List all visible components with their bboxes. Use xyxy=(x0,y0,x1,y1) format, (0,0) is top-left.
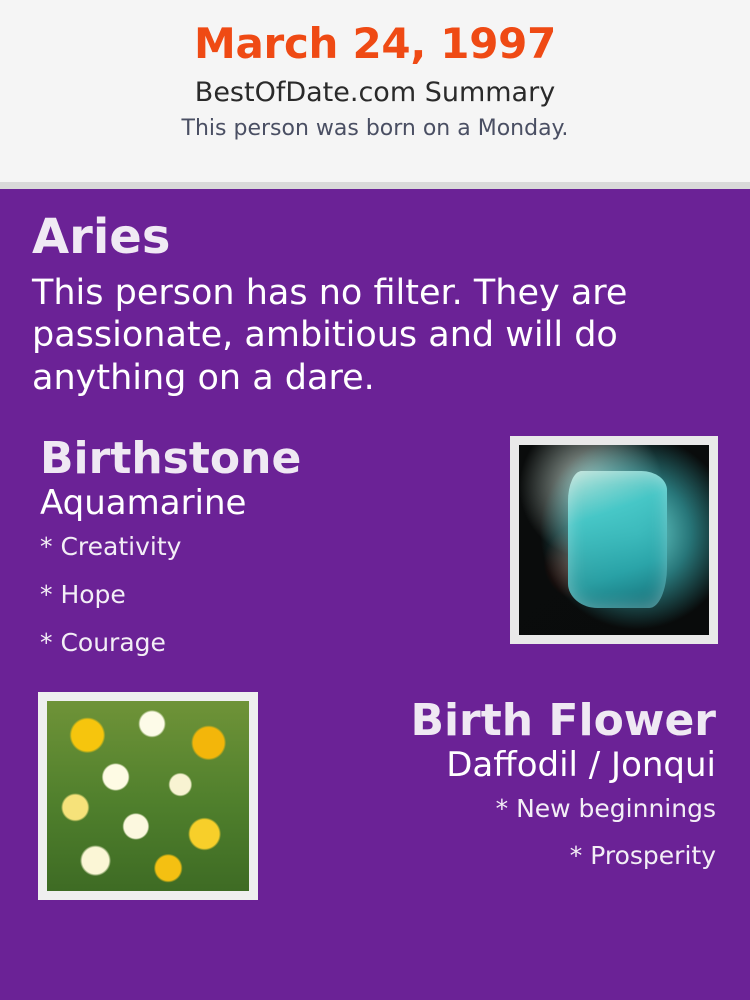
page-title: March 24, 1997 xyxy=(194,19,556,68)
birthstone-trait: * Hope xyxy=(40,579,126,609)
daffodil-field-photo xyxy=(47,701,249,891)
header-divider xyxy=(0,182,750,189)
birthstone-image-frame xyxy=(510,436,718,644)
birthflower-trait: * New beginnings xyxy=(495,794,716,824)
zodiac-sign-name: Aries xyxy=(32,209,171,265)
birthflower-image-frame xyxy=(38,692,258,900)
zodiac-section xyxy=(32,211,718,400)
birthstone-section xyxy=(32,432,718,666)
birthflower-section xyxy=(32,692,718,912)
birthflower-text xyxy=(286,694,716,889)
main-content xyxy=(0,189,750,912)
birth-weekday-text: This person was born on a Monday. xyxy=(181,115,569,141)
birthflower-trait: * Prosperity xyxy=(569,840,716,870)
birthstone-trait: * Creativity xyxy=(40,532,182,562)
site-name: BestOfDate.com Summary xyxy=(194,77,556,109)
birthstone-title: Birthstone xyxy=(40,432,302,484)
birthstone-name: Aquamarine xyxy=(40,483,247,524)
birthstone-trait: * Courage xyxy=(40,627,166,657)
aquamarine-crystal-photo xyxy=(519,445,709,635)
birthflower-name: Daffodil / Jonqui xyxy=(446,745,716,786)
zodiac-description: This person has no filter. They are passionate, ambitious and will do anything on a dare. xyxy=(32,272,628,399)
birthflower-title: Birth Flower xyxy=(410,694,716,746)
header xyxy=(0,0,750,182)
